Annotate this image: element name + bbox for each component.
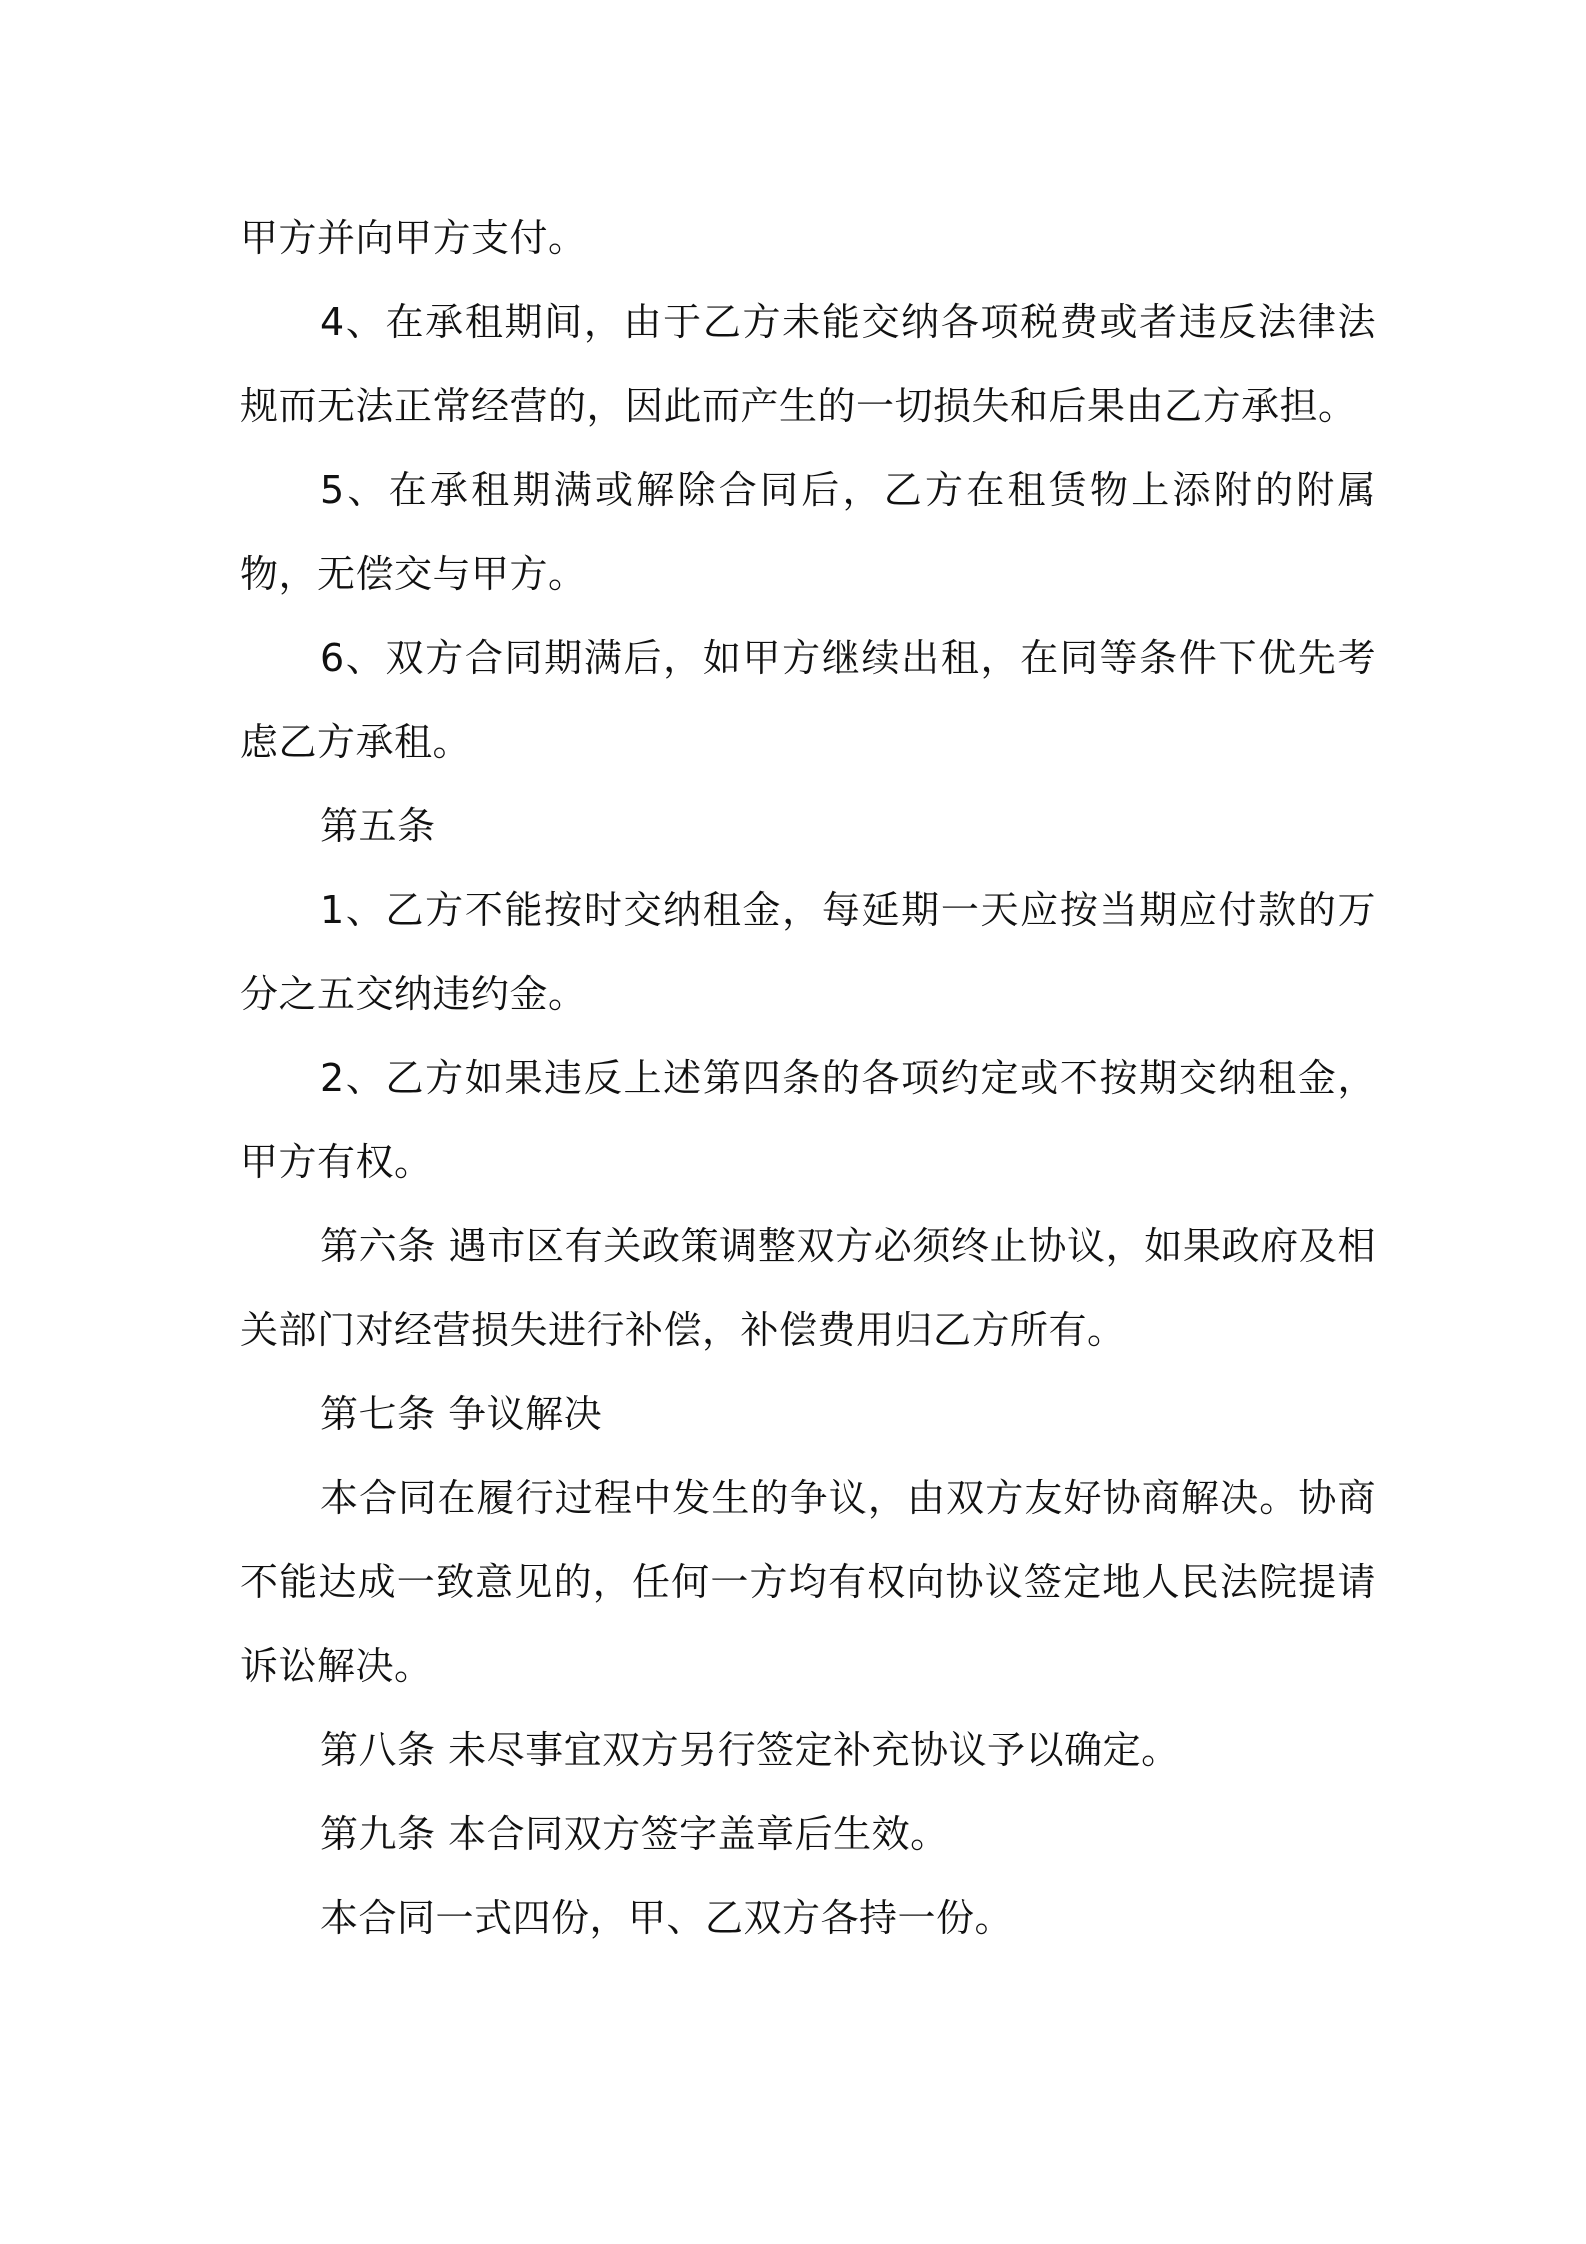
paragraph-article-5-item-1: 1、乙方不能按时交纳租金，每延期一天应按当期应付款的万分之五交纳违约金。 xyxy=(240,888,1376,1016)
paragraph-article-6: 第六条 遇市区有关政策调整双方必须终止协议，如果政府及相关部门对经营损失进行补偿，补偿费用归乙方所有。 xyxy=(240,1224,1376,1352)
paragraph-copies: 本合同一式四份，甲、乙双方各持一份。 xyxy=(320,1896,1014,1940)
paragraph-continuation: 甲方并向甲方支付。 xyxy=(240,216,587,260)
document-body xyxy=(240,196,1376,1960)
paragraph-clause-4: 4、在承租期间，由于乙方未能交纳各项税费或者违反法律法规而无法正常经营的，因此而产生的一切损失和后果由乙方承担。 xyxy=(240,300,1376,428)
article-5-heading: 第五条 xyxy=(320,804,436,848)
paragraph-clause-5: 5、在承租期满或解除合同后，乙方在租赁物上添附的附属物，无偿交与甲方。 xyxy=(240,468,1376,596)
paragraph-article-8: 第八条 未尽事宜双方另行签定补充协议予以确定。 xyxy=(320,1728,1180,1772)
paragraph-clause-6: 6、双方合同期满后，如甲方继续出租，在同等条件下优先考虑乙方承租。 xyxy=(240,636,1376,764)
article-7-heading: 第七条 争议解决 xyxy=(320,1392,603,1436)
paragraph-article-5-item-2: 2、乙方如果违反上述第四条的各项约定或不按期交纳租金，甲方有权。 xyxy=(240,1056,1376,1184)
paragraph-article-7-body: 本合同在履行过程中发生的争议，由双方友好协商解决。协商不能达成一致意见的，任何一方均有权向协议签定地人民法院提请诉讼解决。 xyxy=(240,1476,1376,1688)
paragraph-article-9: 第九条 本合同双方签字盖章后生效。 xyxy=(320,1812,949,1856)
